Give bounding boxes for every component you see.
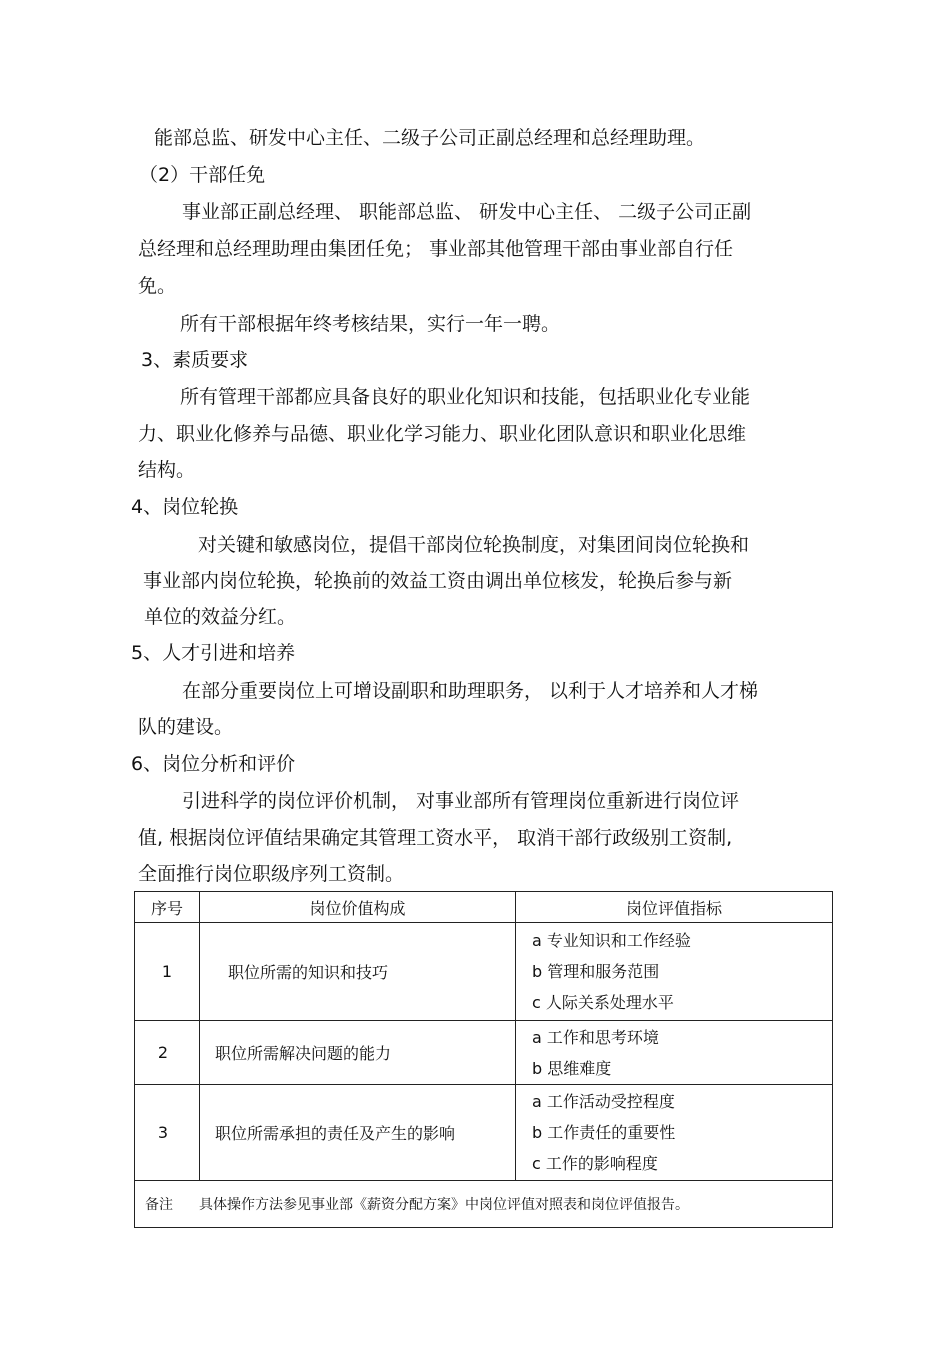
body-line: 单位的效益分红。 [144, 606, 297, 628]
note-label: 备注 [145, 1197, 173, 1213]
table-note-row [135, 1181, 833, 1228]
table-row [135, 923, 833, 1021]
row-number: 3 [135, 1085, 200, 1181]
body-line: 力、职业化修养与品德、职业化学习能力、职业化团队意识和职业化思维 [138, 423, 747, 445]
table-row [135, 1021, 833, 1085]
body-line: 全面推行岗位职级序列工资制。 [138, 863, 405, 885]
table-row [135, 1085, 833, 1181]
body-line: 队的建设。 [138, 716, 234, 738]
indicator-list [516, 1021, 833, 1085]
section-heading: （2）干部任免 [139, 164, 266, 186]
indicator-item: c 工作的影响程度 [532, 1154, 658, 1173]
position-evaluation-table [134, 891, 833, 1228]
body-line: 结构。 [138, 459, 196, 481]
body-line: 在部分重要岗位上可增设副职和助理职务， 以利于人才培养和人才梯 [182, 680, 759, 702]
value-component: 职位所需承担的责任及产生的影响 [200, 1085, 516, 1181]
note-cell [135, 1181, 833, 1228]
body-line: 值, 根据岗位评值结果确定其管理工资水平， 取消干部行政级别工资制, [138, 827, 733, 849]
body-line: 事业部内岗位轮换，轮换前的效益工资由调出单位核发，轮换后参与新 [143, 570, 733, 592]
body-line: 事业部正副总经理、 职能部总监、 研发中心主任、 二级子公司正副 [182, 201, 752, 223]
header-evaluation-indicators: 岗位评值指标 [516, 892, 833, 923]
body-line: 引进科学的岗位评价机制， 对事业部所有管理岗位重新进行岗位评 [182, 790, 740, 812]
indicator-item: a 工作和思考环境 [532, 1027, 659, 1047]
section-heading: 6、岗位分析和评价 [131, 753, 296, 775]
body-line: 免。 [138, 275, 177, 297]
indicator-item: b 思维难度 [532, 1058, 612, 1078]
indicator-item: c 人际关系处理水平 [532, 993, 674, 1012]
body-line: 所有管理干部都应具备良好的职业化知识和技能，包括职业化专业能 [180, 386, 751, 408]
section-heading: 5、人才引进和培养 [131, 642, 296, 664]
section-heading: 3、素质要求 [141, 349, 249, 371]
table-header-row [135, 892, 833, 923]
indicator-item: b 管理和服务范围 [532, 962, 660, 981]
header-value-component: 岗位价值构成 [200, 892, 516, 923]
body-line: 对关键和敏感岗位，提倡干部岗位轮换制度，对集团间岗位轮换和 [198, 534, 750, 556]
value-component: 职位所需的知识和技巧 [200, 923, 516, 1021]
header-number: 序号 [135, 892, 200, 923]
body-line: 总经理和总经理助理由集团任免； 事业部其他管理干部由事业部自行任 [138, 238, 734, 260]
note-text: 具体操作方法参见事业部《薪资分配方案》中岗位评值对照表和岗位评值报告。 [199, 1197, 689, 1213]
row-number: 2 [135, 1021, 200, 1085]
body-line: 能部总监、研发中心主任、二级子公司正副总经理和总经理助理。 [154, 127, 706, 149]
section-heading: 4、岗位轮换 [131, 496, 239, 518]
indicator-item: a 专业知识和工作经验 [532, 931, 691, 950]
indicator-list [516, 923, 833, 1021]
indicator-item: b 工作责任的重要性 [532, 1123, 676, 1142]
indicator-item: a 工作活动受控程度 [532, 1092, 675, 1111]
value-component: 职位所需解决问题的能力 [200, 1021, 516, 1085]
body-line: 所有干部根据年终考核结果，实行一年一聘。 [180, 313, 561, 335]
indicator-list [516, 1085, 833, 1181]
row-number: 1 [135, 923, 200, 1021]
